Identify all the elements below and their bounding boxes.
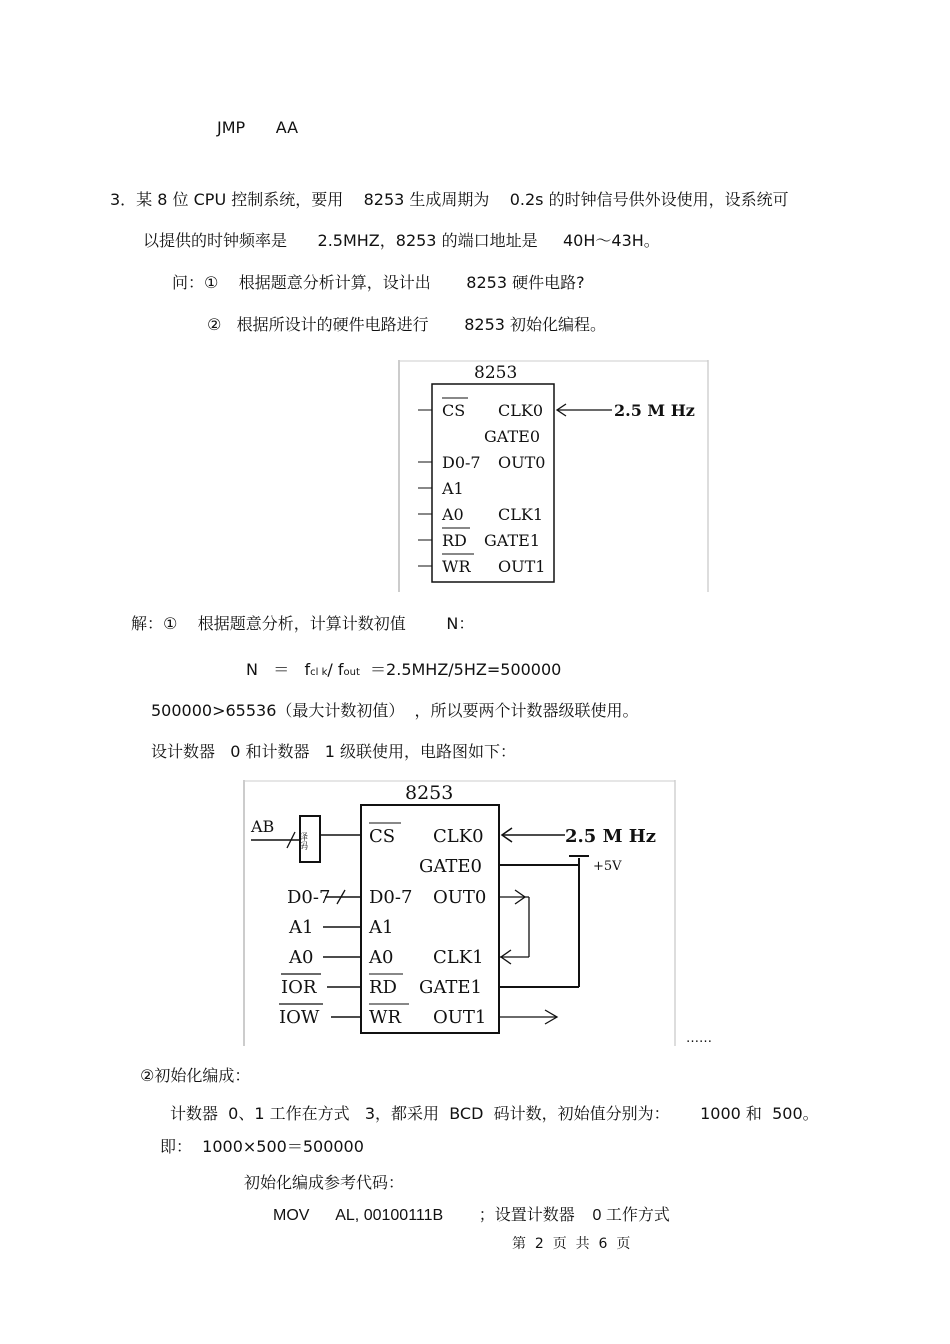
init-title: ②初始化编成：	[140, 1066, 251, 1085]
chip-title: 8253	[474, 363, 518, 383]
pin2-cs: CS	[369, 826, 396, 847]
question-ask-2: ② 根据所设计的硬件电路进行 8253 初始化编程。	[207, 315, 607, 334]
pin-gate0: GATE0	[484, 427, 540, 446]
input-iow: IOW	[279, 1007, 320, 1028]
formula-slash: / f	[327, 660, 344, 679]
bus-label: AB	[251, 817, 275, 836]
input-a0: A0	[289, 947, 314, 968]
pin-cs: CS	[442, 401, 466, 420]
pin2-gate0: GATE0	[419, 856, 482, 877]
formula-rest: ＝2.5MHZ/5HZ=500000	[359, 660, 562, 679]
pin-rd: RD	[442, 531, 467, 550]
product-line: 即： 1000×500＝500000	[160, 1137, 364, 1156]
code-jmp-line: JMP AA	[217, 118, 299, 137]
clock-label: 2.5 M Hz	[614, 401, 695, 420]
input-ior: IOR	[281, 977, 317, 998]
formula-out-subscript: out	[343, 667, 360, 678]
pin2-wr: WR	[369, 1007, 402, 1028]
input-a1: A1	[289, 917, 314, 938]
pin-a1: A1	[442, 479, 464, 498]
formula-clk-subscript: cl k	[310, 667, 328, 678]
pin-clk0: CLK0	[498, 401, 543, 420]
pin-a0: A0	[442, 505, 464, 524]
cascade-line: 设计数器 0 和计数器 1 级联使用，电路图如下：	[151, 742, 517, 761]
pin2-clk1: CLK1	[433, 947, 484, 968]
ref-code-title: 初始化编成参考代码：	[244, 1173, 405, 1192]
figure-cascade-circuit	[243, 780, 679, 1046]
pin-clk1: CLK1	[498, 505, 543, 524]
solution-line-1: 解：① 根据题意分析，计算计数初值 N：	[131, 614, 475, 633]
mode-line: 计数器 0、1 工作在方式 3，都采用 BCD 码计数，初始值分别为： 1000 和 500。	[170, 1104, 819, 1123]
pin-out1: OUT1	[498, 557, 546, 576]
pin2-clk0: CLK0	[433, 826, 484, 847]
pin2-gate1: GATE1	[419, 977, 482, 998]
pin2-a1: A1	[369, 917, 394, 938]
formula-n-part: N ＝ f	[246, 660, 311, 679]
pin2-d07: D0-7	[369, 887, 413, 908]
clock-label-2: 2.5 M Hz	[565, 826, 657, 847]
vcc-label: +5V	[593, 859, 622, 874]
pin2-out0: OUT0	[433, 887, 487, 908]
question-ask-1: 问：① 根据题意分析计算，设计出 8253 硬件电路?	[172, 273, 585, 292]
question-3-line-2: 以提供的时钟频率是 2.5MHZ，8253 的端口地址是 40H～43H。	[143, 231, 660, 250]
figure-8253-pinout	[398, 360, 710, 592]
pin-gate1: GATE1	[484, 531, 540, 550]
decoder-label: 译码	[297, 832, 307, 850]
pin-wr: WR	[442, 557, 471, 576]
pin-d07: D0-7	[442, 453, 481, 472]
pin2-rd: RD	[369, 977, 397, 998]
code-mov-line: MOV AL, 00100111B ；设置计数器 0 工作方式	[273, 1207, 670, 1224]
question-3-line-1: 3．某 8 位 CPU 控制系统，要用 8253 生成周期为 0.2s 的时钟信号供外设使用，设系统可	[110, 190, 789, 209]
chip-title-2: 8253	[405, 782, 454, 804]
comparison-line: 500000>65536（最大计数初值） ，所以要两个计数器级联使用。	[151, 701, 639, 720]
ellipsis: ……	[686, 1031, 712, 1046]
pin2-a0: A0	[369, 947, 394, 968]
formula-n	[246, 660, 561, 683]
pin-out0: OUT0	[498, 453, 546, 472]
page-footer: 第 2 页 共 6 页	[512, 1236, 631, 1252]
pin2-out1: OUT1	[433, 1007, 487, 1028]
input-d07: D0-7	[287, 887, 331, 908]
